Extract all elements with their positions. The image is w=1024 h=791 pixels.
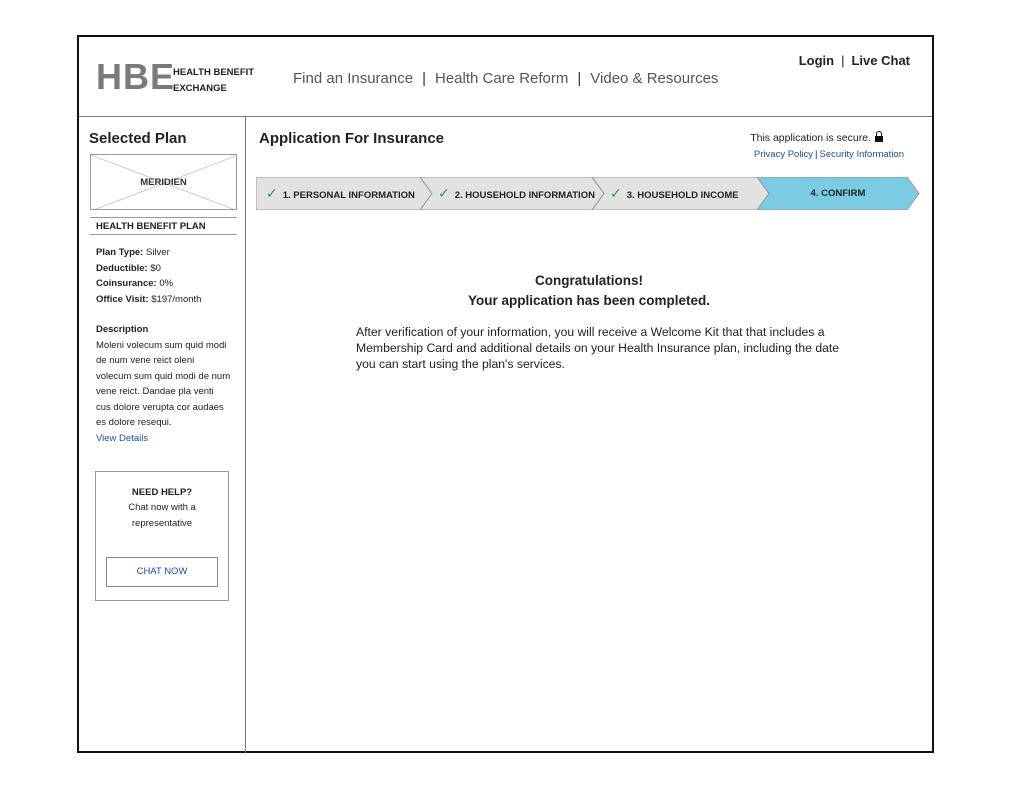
logo-text-line2: EXCHANGE bbox=[173, 83, 227, 94]
logo-text bbox=[173, 65, 254, 97]
office-visit-row: Office Visit: $197/month bbox=[96, 293, 202, 305]
coinsurance-row: Coinsurance: 0% bbox=[96, 278, 174, 289]
congratulations-heading: Congratulations! bbox=[535, 273, 643, 288]
help-text: Chat now with a representative bbox=[128, 502, 196, 529]
checkmark-icon: ✓ bbox=[266, 185, 278, 201]
completion-message: Your application has been completed. bbox=[467, 293, 711, 308]
plan-description bbox=[96, 322, 231, 446]
help-box bbox=[95, 471, 229, 601]
logo[interactable]: HBE bbox=[96, 56, 176, 97]
policy-links: Privacy Policy | Security Information bbox=[753, 149, 904, 160]
plan-details bbox=[96, 245, 201, 307]
site-header bbox=[79, 37, 932, 117]
main-nav: Find an Insurance | Health Care Reform | Video & Resources bbox=[293, 70, 719, 87]
divider bbox=[90, 217, 237, 218]
plan-image-placeholder bbox=[90, 154, 237, 210]
login-link[interactable]: Login bbox=[798, 53, 835, 68]
description-title: Description bbox=[96, 324, 149, 335]
account-links: Login | Live Chat bbox=[798, 53, 910, 68]
lock-icon bbox=[875, 136, 883, 142]
plan-heading: HEALTH BENEFIT PLAN bbox=[96, 221, 206, 232]
page-title: Application For Insurance bbox=[259, 130, 445, 147]
step-household-income[interactable]: ✓ 3. HOUSEHOLD INCOME bbox=[610, 185, 739, 201]
description-text: Moleni volecum sum quid modi de num vene reict oleni volecum sum quid modi de num vene reict. Dandae pla venti cus dolore verupta cor audaes es dolore resequi. bbox=[96, 339, 231, 428]
step-confirm[interactable]: 4. CONFIRM bbox=[810, 188, 866, 199]
security-information-link[interactable]: Security Information bbox=[819, 149, 904, 160]
checkmark-icon: ✓ bbox=[438, 185, 450, 201]
deductible-row: Deductible: $0 bbox=[96, 262, 161, 274]
step-household-information[interactable]: ✓ 2. HOUSEHOLD INFORMATION bbox=[438, 185, 595, 201]
nav-video-resources[interactable]: Video & Resources bbox=[590, 70, 719, 87]
privacy-policy-link[interactable]: Privacy Policy bbox=[753, 149, 814, 160]
logo-text-line1: HEALTH BENEFIT bbox=[173, 67, 255, 78]
page-frame bbox=[77, 35, 934, 753]
divider bbox=[90, 234, 237, 235]
plan-type-row: Plan Type: Silver bbox=[96, 247, 170, 258]
live-chat-link[interactable]: Live Chat bbox=[851, 53, 910, 68]
selected-plan-title: Selected Plan bbox=[89, 130, 187, 147]
main-content bbox=[246, 116, 932, 753]
step-personal-information[interactable]: ✓ 1. PERSONAL INFORMATION bbox=[266, 185, 415, 201]
secure-notice: This application is secure. bbox=[750, 132, 883, 144]
plan-image-label: MERIDIEN bbox=[140, 177, 187, 188]
chat-now-button[interactable]: CHAT NOW bbox=[106, 557, 218, 587]
view-details-link[interactable]: View Details bbox=[96, 432, 149, 444]
sidebar bbox=[79, 116, 246, 753]
nav-health-care-reform[interactable]: Health Care Reform bbox=[434, 70, 569, 87]
confirmation-body: After verification of your information, you will receive a Welcome Kit that that includes a Membership Card and additional details on your Health Insurance plan, including the date you can start using the plan's services. bbox=[356, 325, 840, 371]
help-title: NEED HELP? bbox=[131, 487, 193, 498]
checkmark-icon: ✓ bbox=[610, 185, 622, 201]
nav-find-insurance[interactable]: Find an Insurance bbox=[293, 70, 414, 87]
